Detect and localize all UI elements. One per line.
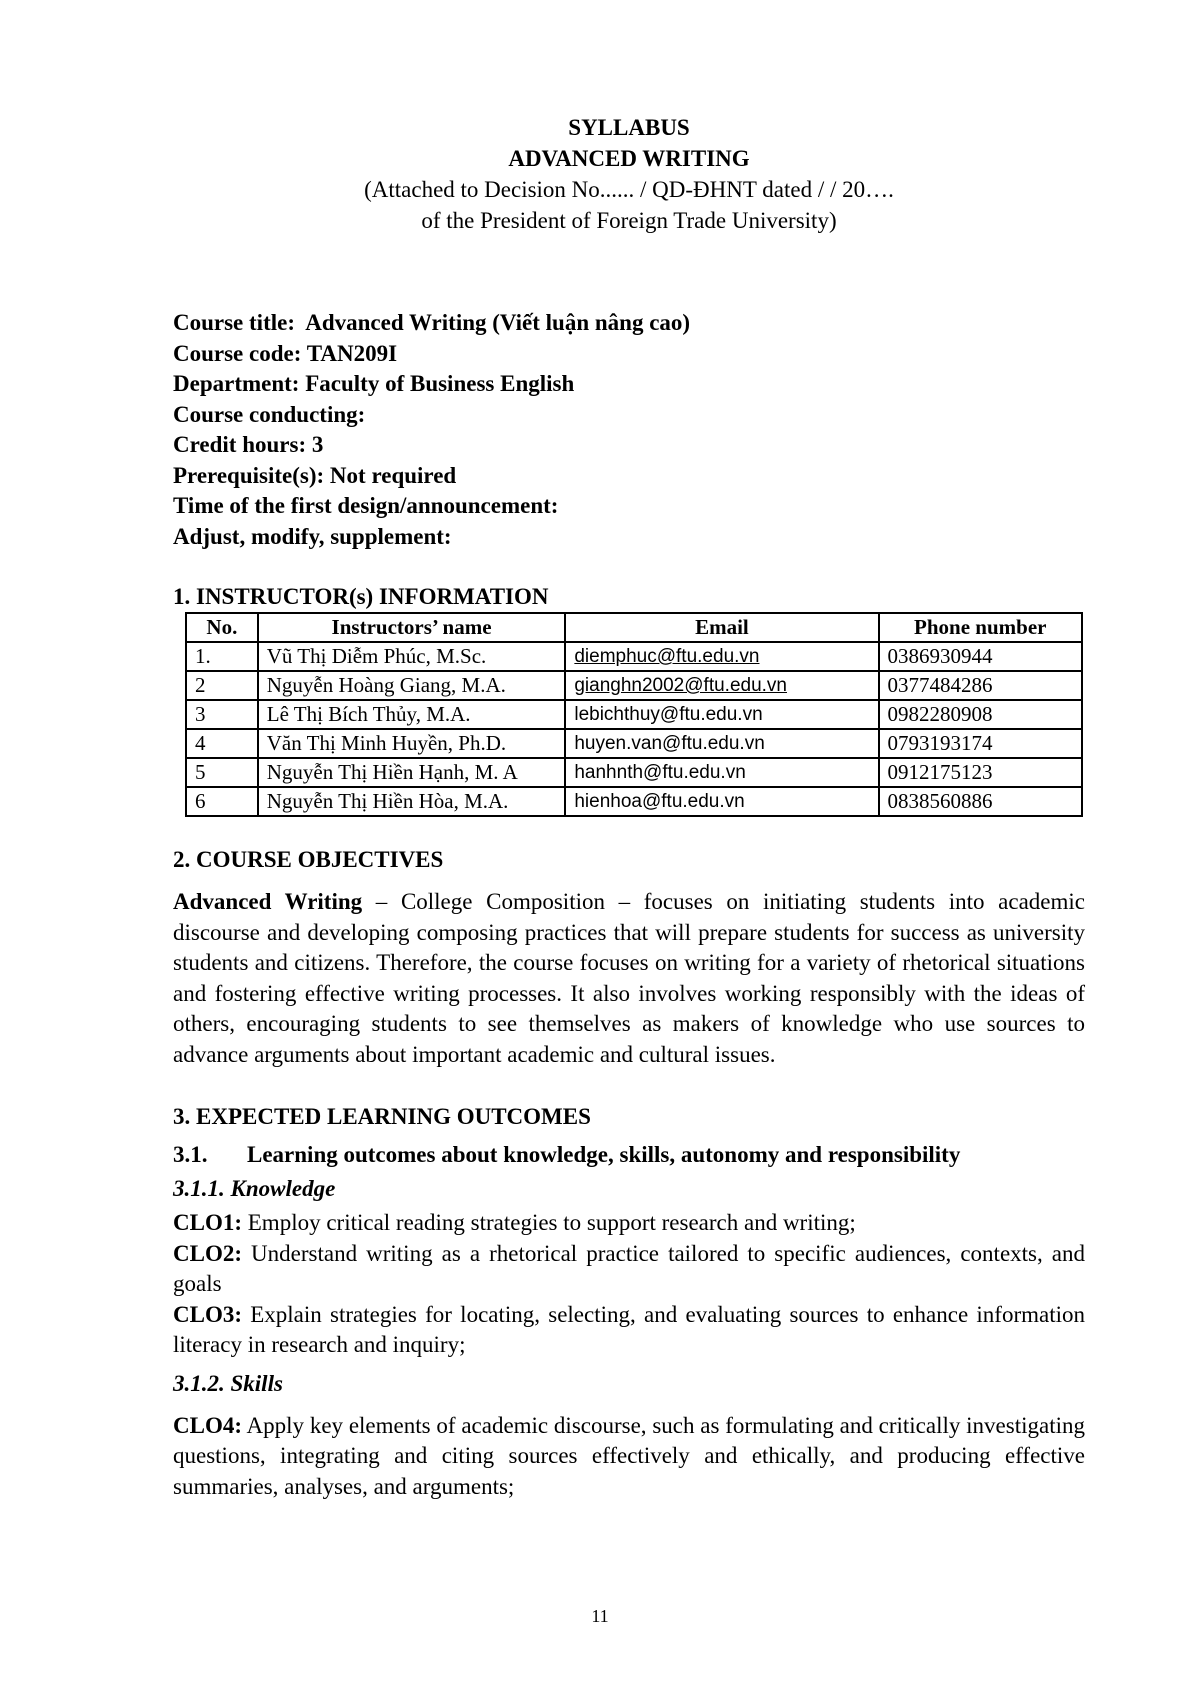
page-number: 11	[591, 1606, 609, 1626]
clo4	[173, 1411, 1085, 1503]
cell-email-link[interactable]: gianghn2002@ftu.edu.vn	[565, 671, 878, 700]
knowledge-heading: 3.1.1. Knowledge	[173, 1176, 336, 1201]
department-line	[173, 369, 1085, 400]
section-objectives	[173, 845, 1085, 1070]
department-value: Faculty of Business English	[305, 371, 575, 396]
cell-phone: 0377484286	[879, 671, 1082, 700]
course-title-value: Advanced Writing (Viết luận nâng cao)	[305, 310, 691, 335]
cell-email: huyen.van@ftu.edu.vn	[565, 729, 878, 758]
cell-phone: 0386930944	[879, 642, 1082, 671]
col-header-email: Email	[565, 613, 878, 642]
first-design-label: Time of the first design/announcement:	[173, 493, 559, 518]
objectives-body: – College Composition – focuses on initiating students into academic discourse and developing composing practices that will prepare students for success as university students and citizens. Therefore, the course focuses on writing for a variety of rhetorical situations and fostering effective writing processes. It also involves working responsibly with the ideas of others, encouraging students to see themselves as makers of knowledge who use sources to advance arguments about important academic and cultural issues.	[173, 889, 1085, 1067]
instructors-table	[185, 612, 1083, 817]
credit-line	[173, 430, 1085, 461]
cell-name: Nguyễn Thị Hiền Hạnh, M. A	[258, 758, 566, 787]
col-header-no: No.	[186, 613, 258, 642]
cell-email: lebichthuy@ftu.edu.vn	[565, 700, 878, 729]
syllabus-title: SYLLABUS	[568, 115, 690, 140]
cell-email-link[interactable]: diemphuc@ftu.edu.vn	[565, 642, 878, 671]
col-header-phone: Phone number	[879, 613, 1082, 642]
section-outcomes	[173, 1102, 1085, 1502]
cell-no: 2	[186, 671, 258, 700]
prerequisite-label: Prerequisite(s):	[173, 462, 325, 488]
course-info-block	[173, 308, 1085, 552]
objectives-heading: 2. COURSE OBJECTIVES	[173, 847, 444, 872]
cell-name: Văn Thị Minh Huyền, Ph.D.	[258, 729, 566, 758]
cell-email: hienhoa@ftu.edu.vn	[565, 787, 878, 816]
clo1-text: Employ critical reading strategies to support research and writing;	[242, 1210, 856, 1235]
cell-name: Nguyễn Thị Hiền Hòa, M.A.	[258, 787, 566, 816]
outcomes-heading: 3. EXPECTED LEARNING OUTCOMES	[173, 1104, 591, 1129]
cell-name: Lê Thị Bích Thủy, M.A.	[258, 700, 566, 729]
course-code-value: TAN209I	[306, 340, 398, 366]
cell-phone: 0912175123	[879, 758, 1082, 787]
col-header-name: Instructors’ name	[258, 613, 566, 642]
table-row	[186, 758, 1082, 787]
page-content	[173, 112, 1085, 1502]
cell-email: hanhnth@ftu.edu.vn	[565, 758, 878, 787]
conducting-label: Course conducting:	[173, 401, 366, 427]
outcomes-subheading	[173, 1140, 1085, 1170]
clo1-label: CLO1:	[173, 1210, 242, 1235]
document-header	[173, 112, 1085, 236]
course-name-title: ADVANCED WRITING	[508, 146, 750, 171]
cell-phone: 0793193174	[879, 729, 1082, 758]
objectives-lead: Advanced Writing	[173, 889, 363, 914]
cell-name: Nguyễn Hoàng Giang, M.A.	[258, 671, 566, 700]
conducting-line	[173, 400, 1085, 431]
table-row	[186, 787, 1082, 816]
cell-no: 1.	[186, 642, 258, 671]
clo3	[173, 1300, 1085, 1361]
subheading-title: Learning outcomes about knowledge, skills, autonomy and responsibility	[247, 1142, 961, 1167]
subheading-number: 3.1.	[173, 1142, 208, 1167]
table-row	[186, 642, 1082, 671]
table-row	[186, 700, 1082, 729]
decision-line: (Attached to Decision No...... / QD-ĐHNT dated / / 20….	[364, 177, 894, 202]
clo2-text: Understand writing as a rhetorical practice tailored to specific audiences, contexts, and goals	[173, 1240, 1085, 1296]
cell-no: 6	[186, 787, 258, 816]
table-row	[186, 729, 1082, 758]
president-line: of the President of Foreign Trade University)	[421, 208, 837, 233]
clo4-label: CLO4:	[173, 1412, 242, 1438]
prerequisite-line	[173, 461, 1085, 492]
credit-label: Credit hours:	[173, 432, 307, 457]
clo3-label: CLO3:	[173, 1301, 242, 1327]
cell-name: Vũ Thị Diễm Phúc, M.Sc.	[258, 642, 566, 671]
cell-no: 3	[186, 700, 258, 729]
department-label: Department:	[173, 371, 300, 396]
clo2	[173, 1239, 1085, 1300]
cell-phone: 0838560886	[879, 787, 1082, 816]
clo4-text: Apply key elements of academic discourse, such as formulating and critically investigating questions, integrating and citing sources effectively and ethically, and producing effective summaries, analyses, and arguments;	[173, 1412, 1085, 1499]
first-design-line	[173, 491, 1085, 522]
adjust-label: Adjust, modify, supplement:	[173, 523, 452, 549]
clo2-label: CLO2:	[173, 1240, 242, 1266]
cell-no: 4	[186, 729, 258, 758]
credit-value: 3	[311, 432, 324, 457]
skills-heading: 3.1.2. Skills	[173, 1370, 283, 1396]
cell-phone: 0982280908	[879, 700, 1082, 729]
objectives-paragraph	[173, 887, 1085, 1070]
cell-no: 5	[186, 758, 258, 787]
table-row	[186, 671, 1082, 700]
table-header-row	[186, 613, 1082, 642]
prerequisite-value: Not required	[329, 462, 457, 488]
clo3-text: Explain strategies for locating, selecting, and evaluating sources to enhance information literacy in research and inquiry;	[173, 1301, 1085, 1357]
section-instructors	[173, 582, 1085, 817]
course-title-line	[173, 308, 1085, 339]
course-code-line	[173, 339, 1085, 370]
clo1	[173, 1208, 1085, 1239]
adjust-line	[173, 522, 1085, 553]
instructors-heading: 1. INSTRUCTOR(s) INFORMATION	[173, 584, 549, 609]
course-code-label: Course code:	[173, 340, 302, 366]
course-title-label: Course title:	[173, 310, 295, 335]
